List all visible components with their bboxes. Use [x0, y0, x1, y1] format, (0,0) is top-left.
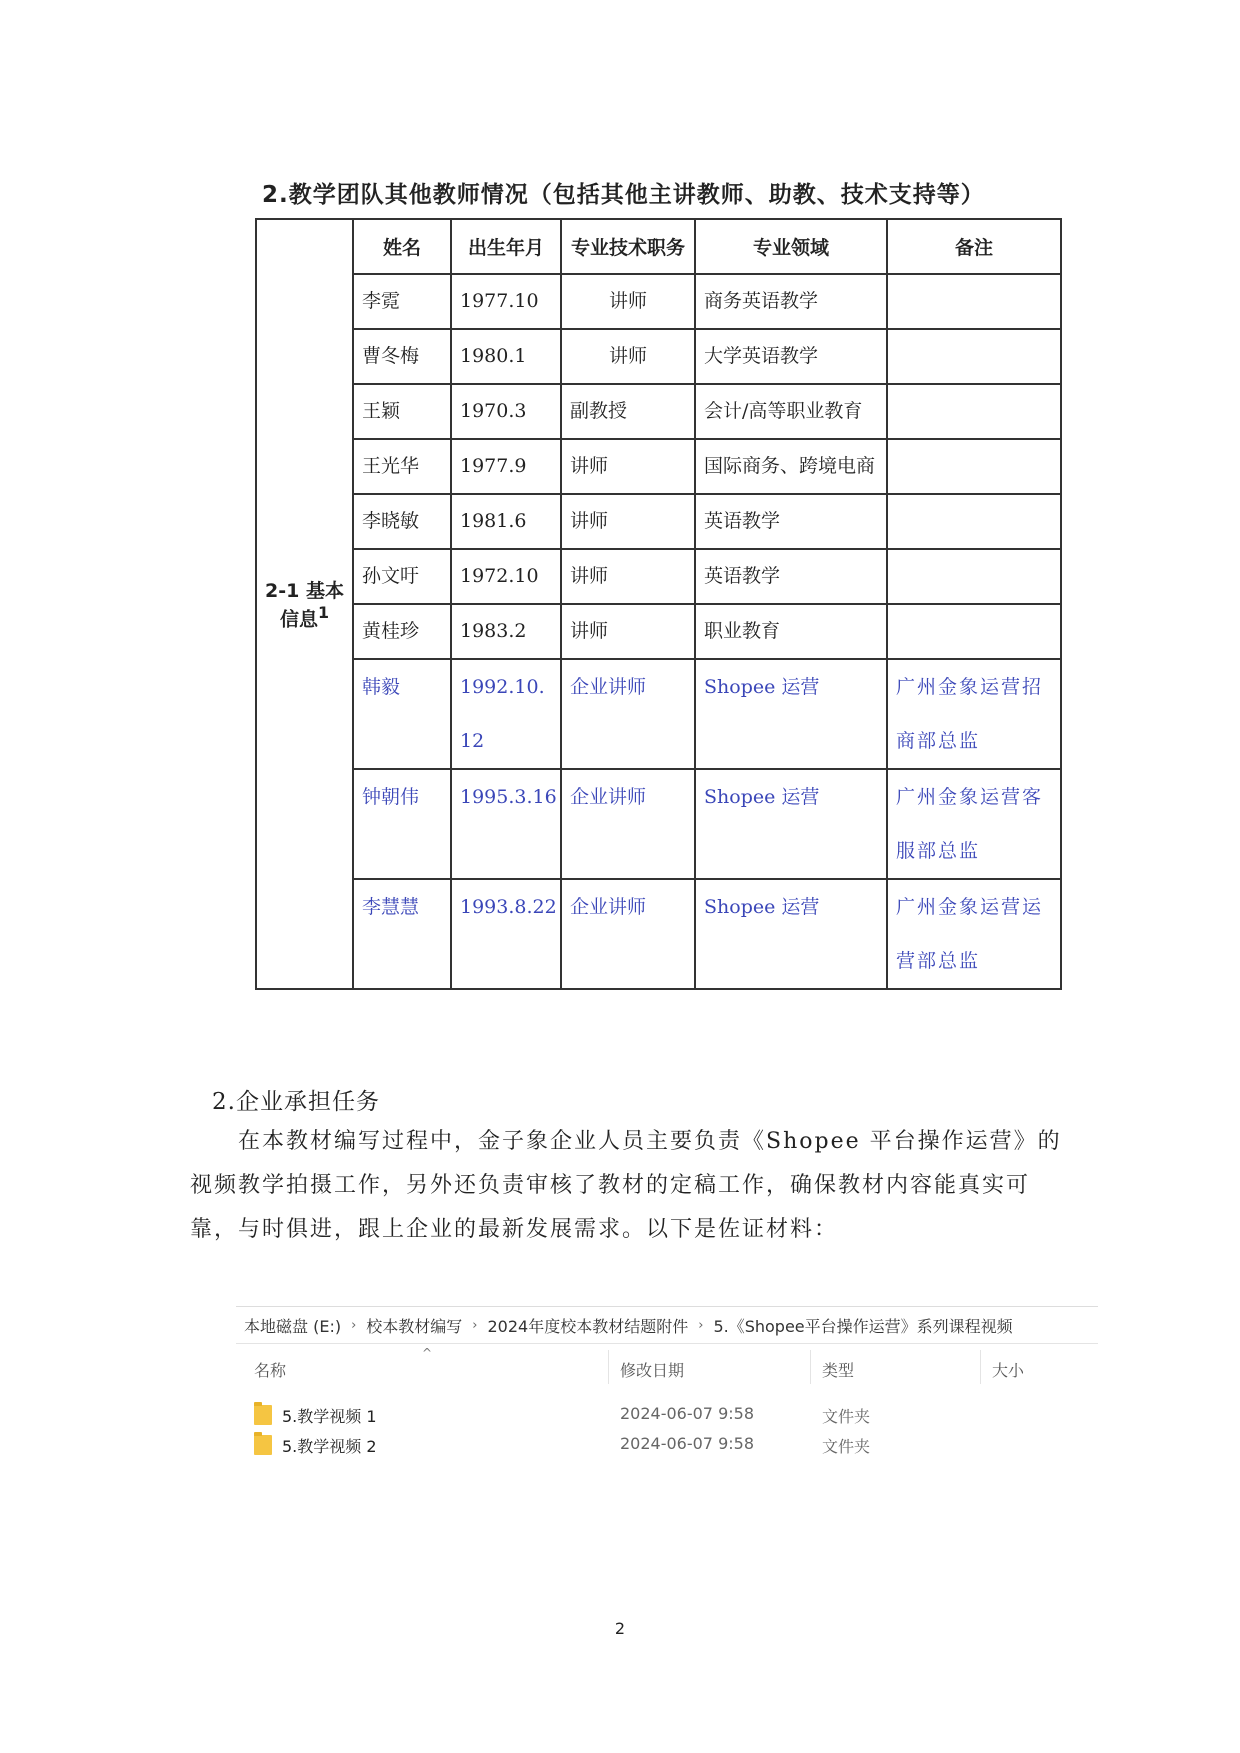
cell-note: [887, 439, 1061, 494]
cell-birth: 1981.6: [451, 494, 561, 549]
table-row: [256, 494, 1061, 549]
column-divider[interactable]: [608, 1350, 609, 1384]
heading-enterprise-tasks: 2.企业承担任务: [212, 1089, 380, 1115]
header-note: 备注: [887, 219, 1061, 274]
cell-name: 李霓: [353, 274, 451, 329]
cell-note: [887, 604, 1061, 659]
chevron-right-icon: ›: [472, 1317, 478, 1333]
folder-icon: [254, 1405, 272, 1425]
breadcrumb-item[interactable]: 本地磁盘 (E:): [244, 1316, 342, 1336]
column-header-type[interactable]: 类型: [822, 1361, 855, 1380]
cell-birth: 1995.3.16: [451, 769, 561, 879]
file-date: 2024-06-07 9:58: [620, 1404, 754, 1423]
column-header-date[interactable]: 修改日期: [620, 1361, 685, 1380]
cell-note: [887, 274, 1061, 329]
breadcrumb-item[interactable]: 5.《Shopee平台操作运营》系列课程视频: [713, 1316, 1013, 1336]
file-row[interactable]: [254, 1432, 1094, 1458]
cell-field: 商务英语教学: [695, 274, 887, 329]
cell-title: 讲师: [561, 604, 695, 659]
cell-title: 企业讲师: [561, 879, 695, 989]
teacher-table: [255, 218, 1062, 990]
cell-title: 讲师: [561, 549, 695, 604]
cell-name: 李晓敏: [353, 494, 451, 549]
file-type: 文件夹: [822, 1407, 871, 1426]
cell-name: 孙文吁: [353, 549, 451, 604]
footnote-marker: 1: [318, 603, 330, 623]
breadcrumb-item[interactable]: 校本教材编写: [366, 1316, 463, 1336]
cell-field: 国际商务、跨境电商: [695, 439, 887, 494]
cell-title: 讲师: [561, 329, 695, 384]
file-date: 2024-06-07 9:58: [620, 1434, 754, 1453]
cell-title: 副教授: [561, 384, 695, 439]
cell-birth: 1980.1: [451, 329, 561, 384]
cell-field: Shopee 运营: [695, 659, 887, 769]
table-row: [256, 879, 1061, 989]
column-divider[interactable]: [810, 1350, 811, 1384]
cell-note: [887, 549, 1061, 604]
cell-field: 英语教学: [695, 494, 887, 549]
header-name: 姓名: [353, 219, 451, 274]
header-field: 专业领域: [695, 219, 887, 274]
cell-title: 讲师: [561, 274, 695, 329]
table-row: [256, 769, 1061, 879]
file-name: 5.教学视频 2: [282, 1437, 377, 1456]
cell-name: 王颖: [353, 384, 451, 439]
cell-birth: 1983.2: [451, 604, 561, 659]
body-paragraph: 在本教材编写过程中，金子象企业人员主要负责《Shopee 平台操作运营》的视频教学拍摄工作，另外还负责审核了教材的定稿工作，确保教材内容能真实可靠，与时俱进，跟上企业的最新发展需求。以下是佐证材料：: [190, 1129, 1062, 1242]
cell-note: 广州金象运营客服部总监: [887, 769, 1061, 879]
cell-title: 企业讲师: [561, 659, 695, 769]
cell-birth: 1977.9: [451, 439, 561, 494]
cell-name: 黄桂珍: [353, 604, 451, 659]
header-title: 专业技术职务: [561, 219, 695, 274]
folder-icon: [254, 1435, 272, 1455]
cell-note: [887, 329, 1061, 384]
column-divider[interactable]: [980, 1350, 981, 1384]
chevron-right-icon: ›: [698, 1317, 704, 1333]
file-row[interactable]: [254, 1402, 1094, 1428]
file-name: 5.教学视频 1: [282, 1407, 377, 1426]
section-title: 2.教学团队其他教师情况（包括其他主讲教师、助教、技术支持等）: [262, 182, 985, 208]
cell-birth: 1992.10.12: [451, 659, 561, 769]
file-type: 文件夹: [822, 1437, 871, 1456]
cell-name: 钟朝伟: [353, 769, 451, 879]
address-bar[interactable]: [236, 1306, 1098, 1344]
group-label-line1: 2-1 基本: [265, 580, 344, 603]
cell-birth: 1970.3: [451, 384, 561, 439]
cell-field: 职业教育: [695, 604, 887, 659]
cell-birth: 1993.8.22: [451, 879, 561, 989]
breadcrumb-item[interactable]: 2024年度校本教材结题附件: [487, 1316, 689, 1336]
table-row: [256, 329, 1061, 384]
cell-note: [887, 494, 1061, 549]
cell-field: 大学英语教学: [695, 329, 887, 384]
column-header-name[interactable]: 名称: [254, 1361, 287, 1380]
sort-ascending-icon: ^: [422, 1346, 433, 1360]
cell-note: [887, 384, 1061, 439]
cell-field: 英语教学: [695, 549, 887, 604]
cell-title: 讲师: [561, 494, 695, 549]
table-row: [256, 384, 1061, 439]
header-birth: 出生年月: [451, 219, 561, 274]
table-header-row: [256, 219, 1061, 274]
chevron-right-icon: ›: [351, 1317, 357, 1333]
table-row: [256, 549, 1061, 604]
file-explorer-screenshot: [236, 1306, 1098, 1468]
cell-field: Shopee 运营: [695, 879, 887, 989]
table-row: [256, 274, 1061, 329]
page-number: 2: [614, 1619, 626, 1638]
table-row: [256, 604, 1061, 659]
cell-field: Shopee 运营: [695, 769, 887, 879]
cell-birth: 1972.10: [451, 549, 561, 604]
cell-name: 李慧慧: [353, 879, 451, 989]
cell-field: 会计/高等职业教育: [695, 384, 887, 439]
table-row: [256, 439, 1061, 494]
cell-name: 王光华: [353, 439, 451, 494]
column-header-size[interactable]: 大小: [992, 1361, 1025, 1380]
cell-note: 广州金象运营招商部总监: [887, 659, 1061, 769]
cell-name: 韩毅: [353, 659, 451, 769]
cell-title: 企业讲师: [561, 769, 695, 879]
cell-title: 讲师: [561, 439, 695, 494]
group-label-line2: 信息: [279, 608, 318, 631]
table-row: [256, 659, 1061, 769]
cell-note: 广州金象运营运营部总监: [887, 879, 1061, 989]
cell-name: 曹冬梅: [353, 329, 451, 384]
cell-birth: 1977.10: [451, 274, 561, 329]
group-label-cell: [256, 219, 353, 989]
